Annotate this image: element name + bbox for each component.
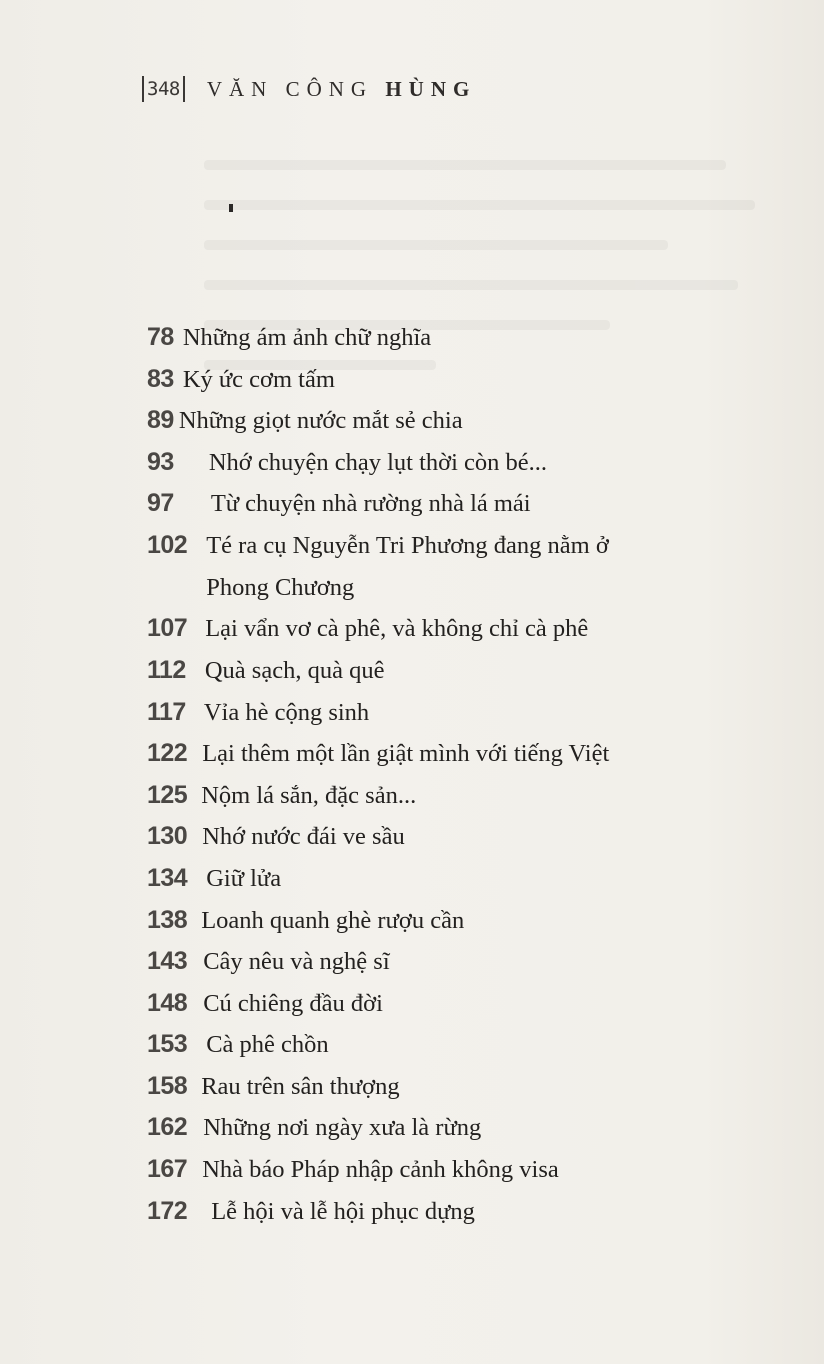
toc-page-number: 117: [147, 697, 186, 726]
toc-page-number: 143: [147, 947, 188, 976]
toc-entry: [147, 733, 767, 775]
toc-page-number: 107: [147, 614, 188, 643]
toc-entry: [147, 816, 767, 858]
header-rule-right: [183, 76, 185, 102]
toc-page-number: 172: [147, 1196, 188, 1225]
toc-title: Loanh quanh ghè rượu cần: [201, 906, 465, 934]
toc-page-number: 122: [147, 739, 188, 768]
toc-page-number: 162: [147, 1113, 188, 1142]
toc-title: Lại thêm một lần giật mình với tiếng Việt: [202, 740, 610, 768]
toc-entry: [147, 858, 767, 900]
toc-page-number: 93: [147, 447, 174, 476]
toc-title: Cú chiêng đầu đời: [203, 989, 383, 1017]
running-header: [142, 74, 476, 104]
toc-entry: [147, 941, 767, 983]
toc-page-number: 134: [147, 863, 188, 892]
toc-page-number: 148: [147, 988, 188, 1017]
toc-entry: [147, 1066, 767, 1108]
toc-title: Lễ hội và lễ hội phục dựng: [211, 1197, 475, 1225]
page-number: 348: [147, 78, 180, 100]
toc-entry: [147, 525, 767, 608]
toc-title: Nhà báo Pháp nhập cảnh không visa: [202, 1156, 559, 1184]
toc-title: Ký ức cơm tấm: [182, 365, 335, 393]
toc-page-number: 153: [147, 1030, 188, 1059]
toc-title: Rau trên sân thượng: [201, 1072, 400, 1100]
toc-title: Nhớ nước đái ve sầu: [202, 823, 405, 851]
toc-entry: [147, 983, 767, 1025]
toc-title: Những nơi ngày xưa là rừng: [203, 1114, 482, 1142]
toc-page-number: 102: [147, 530, 188, 559]
toc-title: Cà phê chồn: [206, 1031, 329, 1059]
toc-page-number: 83: [147, 364, 174, 393]
toc-title: Nhớ chuyện chạy lụt thời còn bé...: [208, 448, 548, 476]
toc-title: Nộm lá sắn, đặc sản...: [201, 781, 417, 809]
toc-entry: [147, 692, 767, 734]
toc-entry: [147, 317, 767, 359]
author-last-name: HÙNG: [385, 76, 477, 101]
toc-page-number: 125: [147, 780, 188, 809]
toc-page-number: 130: [147, 822, 188, 851]
toc-entry: [147, 608, 767, 650]
toc-title: Giữ lửa: [206, 864, 282, 892]
author-name: [207, 77, 477, 102]
author-first-name: VĂN CÔNG: [206, 76, 374, 101]
toc-page-number: 78: [147, 323, 174, 351]
toc-page-number: 112: [147, 655, 186, 684]
toc-title: Quà sạch, quà quê: [204, 656, 385, 684]
toc-title: Cây nêu và nghệ sĩ: [203, 948, 390, 976]
toc-title: Những giọt nước mắt sẻ chia: [178, 407, 463, 435]
toc-title: Lại vẩn vơ cà phê, và không chỉ cà phê: [205, 615, 589, 643]
toc-entry: [147, 359, 767, 401]
ink-mark: [229, 204, 233, 212]
toc-entry: [147, 483, 767, 525]
toc-entry: [147, 1149, 767, 1191]
toc-title: Vỉa hè cộng sinh: [203, 698, 370, 726]
toc-entry: [147, 650, 767, 692]
toc-page-number: 167: [147, 1155, 188, 1184]
toc-entry: [147, 775, 767, 817]
table-of-contents: [147, 317, 767, 1232]
toc-entry: [147, 1024, 767, 1066]
toc-title: Từ chuyện nhà rường nhà lá mái: [210, 490, 531, 518]
toc-page-number: 158: [147, 1071, 188, 1100]
toc-entry: [147, 1191, 767, 1233]
toc-title: Những ám ảnh chữ nghĩa: [182, 324, 432, 351]
toc-title: Té ra cụ Nguyễn Tri Phương đang nằm ở Phong Chương: [206, 531, 609, 601]
toc-page-number: 89: [147, 406, 174, 435]
toc-entry: [147, 400, 767, 442]
toc-page-number: 97: [147, 489, 174, 518]
toc-entry: [147, 1107, 767, 1149]
toc-entry: [147, 900, 767, 942]
toc-page-number: 138: [147, 905, 188, 934]
toc-entry: [147, 442, 767, 484]
